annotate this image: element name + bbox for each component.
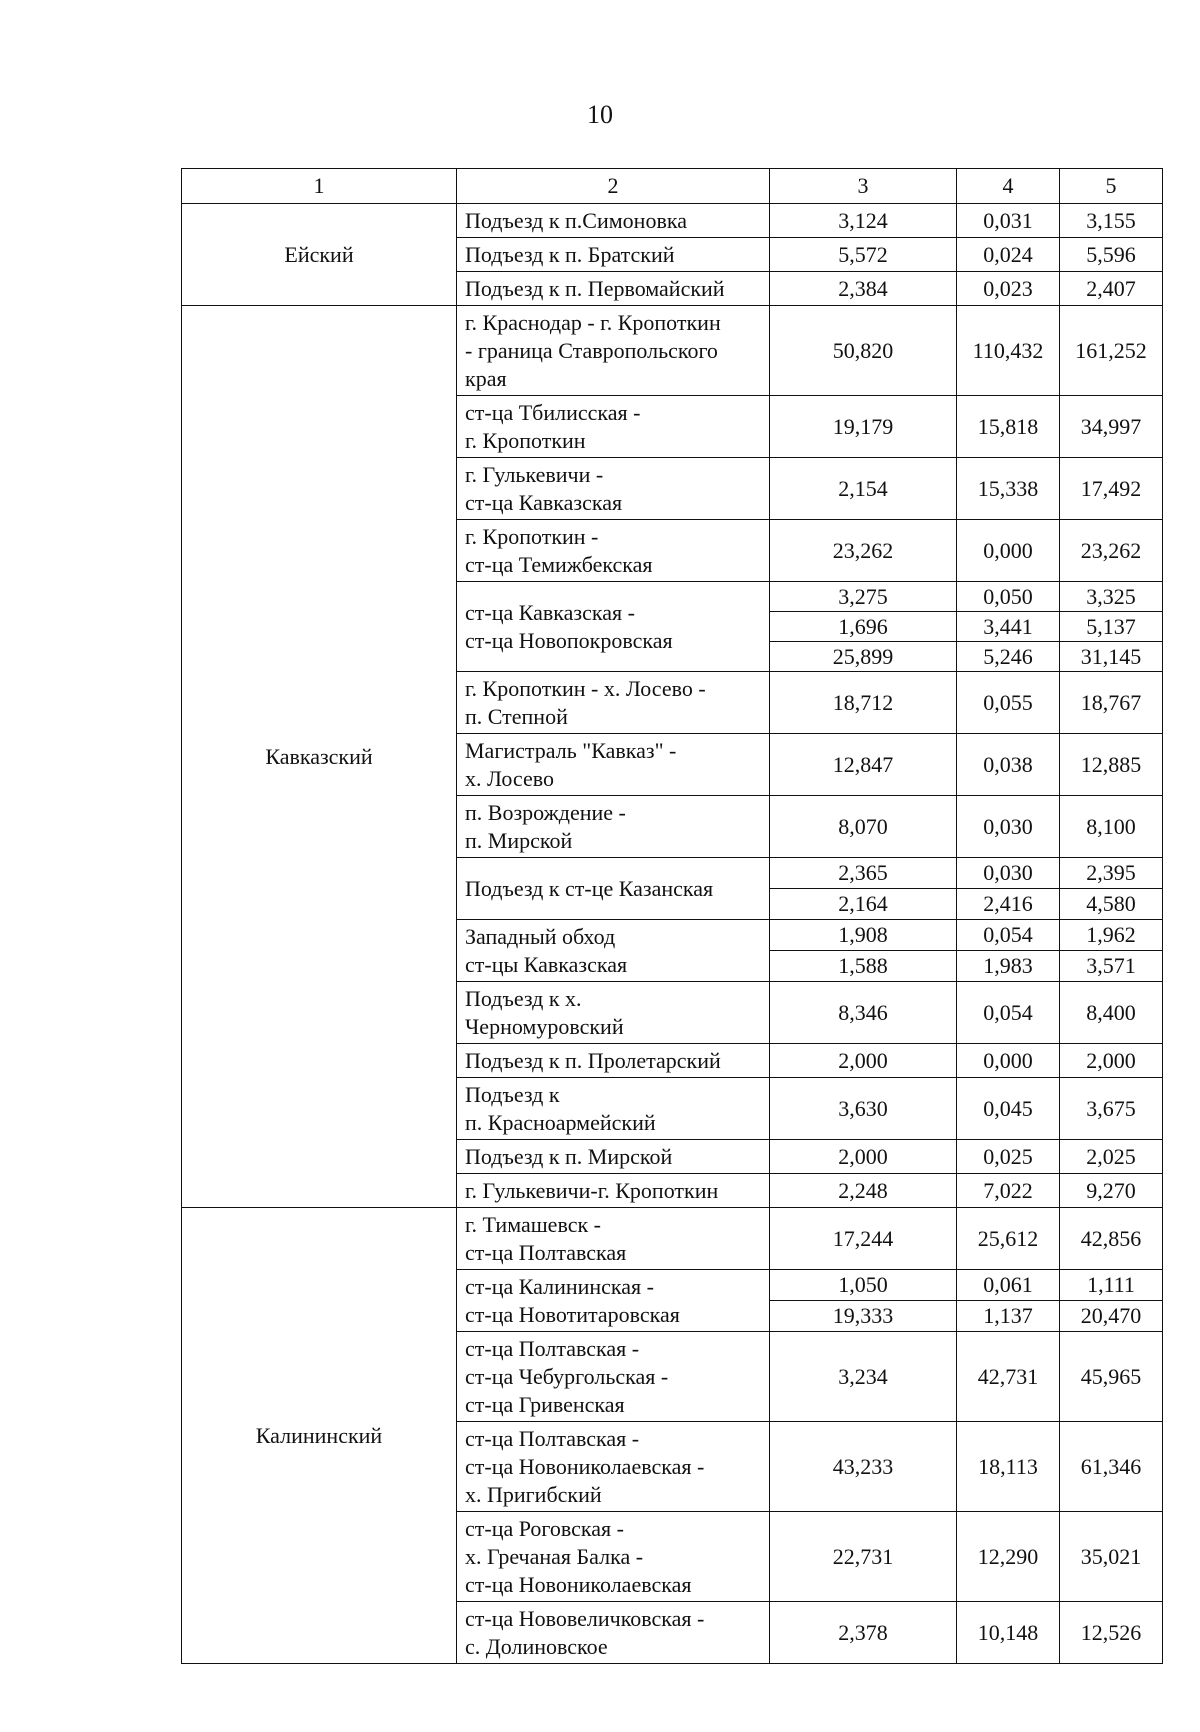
- road-name-line: Магистраль "Кавказ" -: [465, 737, 677, 763]
- column-header: 1: [182, 169, 457, 204]
- road-name-line: п. Мирской: [465, 827, 573, 853]
- road-name-line: п. Степной: [465, 703, 568, 729]
- road-name-line: х. Гречаная Балка -: [465, 1543, 644, 1569]
- road-name-line: - граница Ставропольского: [465, 337, 718, 363]
- road-name-cell: [457, 458, 770, 520]
- value-cell: 18,712: [770, 672, 957, 734]
- road-name-cell: [457, 306, 770, 396]
- road-name-line: ст-ца Кавказская -: [465, 599, 635, 625]
- road-name-cell: [457, 396, 770, 458]
- road-name-cell: [457, 796, 770, 858]
- value-cell: 25,899: [770, 642, 957, 672]
- road-name-line: ст-ца Новониколаевская -: [465, 1453, 705, 1479]
- value-cell: 2,378: [770, 1602, 957, 1664]
- value-cell: 3,124: [770, 204, 957, 238]
- road-name-line: Подъезд к: [465, 1081, 560, 1107]
- value-cell: 3,155: [1060, 204, 1163, 238]
- road-name-cell: [457, 1174, 770, 1208]
- road-name-cell: [457, 520, 770, 582]
- value-cell: 34,997: [1060, 396, 1163, 458]
- road-table: [181, 168, 1163, 1664]
- value-cell: 61,346: [1060, 1422, 1163, 1512]
- value-cell: 0,000: [957, 1044, 1060, 1078]
- road-name-line: Подъезд к ст-це Казанская: [465, 875, 714, 901]
- road-name-line: края: [465, 365, 507, 391]
- road-name-line: п. Красноармейский: [465, 1109, 656, 1135]
- value-cell: 42,731: [957, 1332, 1060, 1422]
- road-name-cell: [457, 1208, 770, 1270]
- road-name-line: г. Кропоткин - х. Лосево -: [465, 675, 706, 701]
- road-name-line: ст-ца Чебургольская -: [465, 1363, 669, 1389]
- road-name-line: г. Гулькевичи -: [465, 461, 604, 487]
- road-name-line: Подъезд к п.Симоновка: [465, 207, 687, 233]
- value-cell: 0,031: [957, 204, 1060, 238]
- value-cell: 0,054: [957, 920, 1060, 951]
- value-cell: 110,432: [957, 306, 1060, 396]
- road-name-line: Подъезд к х.: [465, 985, 582, 1011]
- road-name-cell: [457, 1044, 770, 1078]
- value-cell: 2,365: [770, 858, 957, 889]
- road-name-cell: [457, 920, 770, 982]
- road-name-line: ст-ца Новониколаевская: [465, 1571, 692, 1597]
- value-cell: 161,252: [1060, 306, 1163, 396]
- road-name-line: г. Тимашевск -: [465, 1211, 601, 1237]
- value-cell: 3,571: [1060, 951, 1163, 982]
- value-cell: 3,325: [1060, 582, 1163, 612]
- value-cell: 9,270: [1060, 1174, 1163, 1208]
- value-cell: 43,233: [770, 1422, 957, 1512]
- road-name-line: г. Кропоткин: [465, 427, 586, 453]
- road-name-line: Черномуровский: [465, 1013, 624, 1039]
- value-cell: 2,164: [770, 889, 957, 920]
- road-name-line: г. Гулькевичи-г. Кропоткин: [465, 1177, 719, 1203]
- value-cell: 2,025: [1060, 1140, 1163, 1174]
- value-cell: 0,038: [957, 734, 1060, 796]
- road-name-line: ст-ца Кавказская: [465, 489, 623, 515]
- value-cell: 31,145: [1060, 642, 1163, 672]
- value-cell: 0,025: [957, 1140, 1060, 1174]
- column-header: 2: [457, 169, 770, 204]
- column-header: 4: [957, 169, 1060, 204]
- value-cell: 3,275: [770, 582, 957, 612]
- road-name-line: ст-ца Калининская -: [465, 1273, 654, 1299]
- district-cell: Калининский: [182, 1208, 457, 1664]
- value-cell: 7,022: [957, 1174, 1060, 1208]
- column-header: 3: [770, 169, 957, 204]
- value-cell: 23,262: [770, 520, 957, 582]
- value-cell: 25,612: [957, 1208, 1060, 1270]
- column-header: 5: [1060, 169, 1163, 204]
- road-name-line: Западный обход: [465, 923, 616, 949]
- road-name-line: Подъезд к п. Братский: [465, 241, 675, 267]
- value-cell: 0,061: [957, 1270, 1060, 1301]
- value-cell: 5,246: [957, 642, 1060, 672]
- table-row: [182, 204, 1163, 238]
- value-cell: 0,030: [957, 796, 1060, 858]
- value-cell: 1,588: [770, 951, 957, 982]
- district-cell: Кавказский: [182, 306, 457, 1208]
- value-cell: 15,818: [957, 396, 1060, 458]
- road-name-cell: [457, 1270, 770, 1332]
- road-name-cell: [457, 582, 770, 672]
- value-cell: 0,054: [957, 982, 1060, 1044]
- value-cell: 1,137: [957, 1301, 1060, 1332]
- value-cell: 2,000: [1060, 1044, 1163, 1078]
- value-cell: 1,962: [1060, 920, 1163, 951]
- value-cell: 10,148: [957, 1602, 1060, 1664]
- value-cell: 8,346: [770, 982, 957, 1044]
- value-cell: 12,290: [957, 1512, 1060, 1602]
- road-name-line: г. Краснодар - г. Кропоткин: [465, 309, 721, 335]
- road-name-cell: [457, 1078, 770, 1140]
- value-cell: 1,983: [957, 951, 1060, 982]
- value-cell: 2,384: [770, 272, 957, 306]
- value-cell: 3,675: [1060, 1078, 1163, 1140]
- road-name-line: Подъезд к п. Пролетарский: [465, 1047, 721, 1073]
- road-name-line: ст-ца Новотитаровская: [465, 1301, 680, 1327]
- road-name-line: Подъезд к п. Первомайский: [465, 275, 725, 301]
- value-cell: 2,000: [770, 1044, 957, 1078]
- value-cell: 15,338: [957, 458, 1060, 520]
- value-cell: 8,070: [770, 796, 957, 858]
- value-cell: 1,111: [1060, 1270, 1163, 1301]
- road-name-line: х. Пригибский: [465, 1481, 602, 1507]
- value-cell: 18,767: [1060, 672, 1163, 734]
- value-cell: 2,154: [770, 458, 957, 520]
- road-name-cell: [457, 1140, 770, 1174]
- value-cell: 5,137: [1060, 612, 1163, 642]
- value-cell: 8,400: [1060, 982, 1163, 1044]
- road-name-line: ст-ца Полтавская -: [465, 1425, 640, 1451]
- value-cell: 50,820: [770, 306, 957, 396]
- value-cell: 3,234: [770, 1332, 957, 1422]
- value-cell: 2,248: [770, 1174, 957, 1208]
- road-name-line: п. Возрождение -: [465, 799, 626, 825]
- road-name-line: ст-ца Полтавская: [465, 1239, 627, 1265]
- road-name-line: ст-ца Роговская -: [465, 1515, 624, 1541]
- road-name-line: г. Кропоткин -: [465, 523, 599, 549]
- road-name-cell: [457, 204, 770, 238]
- value-cell: 2,416: [957, 889, 1060, 920]
- value-cell: 0,000: [957, 520, 1060, 582]
- value-cell: 17,492: [1060, 458, 1163, 520]
- value-cell: 3,441: [957, 612, 1060, 642]
- road-name-cell: [457, 272, 770, 306]
- road-name-cell: [457, 1332, 770, 1422]
- value-cell: 0,030: [957, 858, 1060, 889]
- road-name-cell: [457, 734, 770, 796]
- table-row: [182, 1208, 1163, 1270]
- road-name-line: ст-ца Полтавская -: [465, 1335, 640, 1361]
- value-cell: 8,100: [1060, 796, 1163, 858]
- value-cell: 22,731: [770, 1512, 957, 1602]
- value-cell: 0,045: [957, 1078, 1060, 1140]
- road-name-line: ст-ца Темижбекская: [465, 551, 653, 577]
- value-cell: 2,395: [1060, 858, 1163, 889]
- road-name-line: ст-цы Кавказская: [465, 951, 628, 977]
- road-name-cell: [457, 672, 770, 734]
- value-cell: 45,965: [1060, 1332, 1163, 1422]
- road-name-line: ст-ца Новопокровская: [465, 627, 673, 653]
- value-cell: 20,470: [1060, 1301, 1163, 1332]
- value-cell: 12,526: [1060, 1602, 1163, 1664]
- value-cell: 4,580: [1060, 889, 1163, 920]
- road-name-line: ст-ца Гривенская: [465, 1391, 625, 1417]
- value-cell: 12,885: [1060, 734, 1163, 796]
- value-cell: 0,055: [957, 672, 1060, 734]
- value-cell: 12,847: [770, 734, 957, 796]
- value-cell: 2,000: [770, 1140, 957, 1174]
- road-name-line: с. Долиновское: [465, 1633, 608, 1659]
- district-cell: Ейский: [182, 204, 457, 306]
- table-row: [182, 306, 1163, 396]
- road-name-line: ст-ца Тбилисская -: [465, 399, 641, 425]
- road-name-cell: [457, 1602, 770, 1664]
- value-cell: 42,856: [1060, 1208, 1163, 1270]
- value-cell: 0,050: [957, 582, 1060, 612]
- value-cell: 19,179: [770, 396, 957, 458]
- road-name-line: Подъезд к п. Мирской: [465, 1143, 673, 1169]
- value-cell: 35,021: [1060, 1512, 1163, 1602]
- value-cell: 0,023: [957, 272, 1060, 306]
- page-number: 10: [587, 100, 613, 129]
- value-cell: 1,696: [770, 612, 957, 642]
- road-name-cell: [457, 238, 770, 272]
- value-cell: 5,572: [770, 238, 957, 272]
- value-cell: 17,244: [770, 1208, 957, 1270]
- value-cell: 1,908: [770, 920, 957, 951]
- value-cell: 2,407: [1060, 272, 1163, 306]
- road-name-cell: [457, 858, 770, 920]
- value-cell: 19,333: [770, 1301, 957, 1332]
- road-name-line: х. Лосево: [465, 765, 554, 791]
- value-cell: 18,113: [957, 1422, 1060, 1512]
- value-cell: 1,050: [770, 1270, 957, 1301]
- table-header-row: [182, 169, 1163, 204]
- road-name-cell: [457, 1422, 770, 1512]
- road-name-cell: [457, 1512, 770, 1602]
- value-cell: 3,630: [770, 1078, 957, 1140]
- value-cell: 5,596: [1060, 238, 1163, 272]
- value-cell: 0,024: [957, 238, 1060, 272]
- road-table-body: [182, 169, 1163, 1664]
- road-name-cell: [457, 982, 770, 1044]
- value-cell: 23,262: [1060, 520, 1163, 582]
- road-name-line: ст-ца Нововеличковская -: [465, 1605, 705, 1631]
